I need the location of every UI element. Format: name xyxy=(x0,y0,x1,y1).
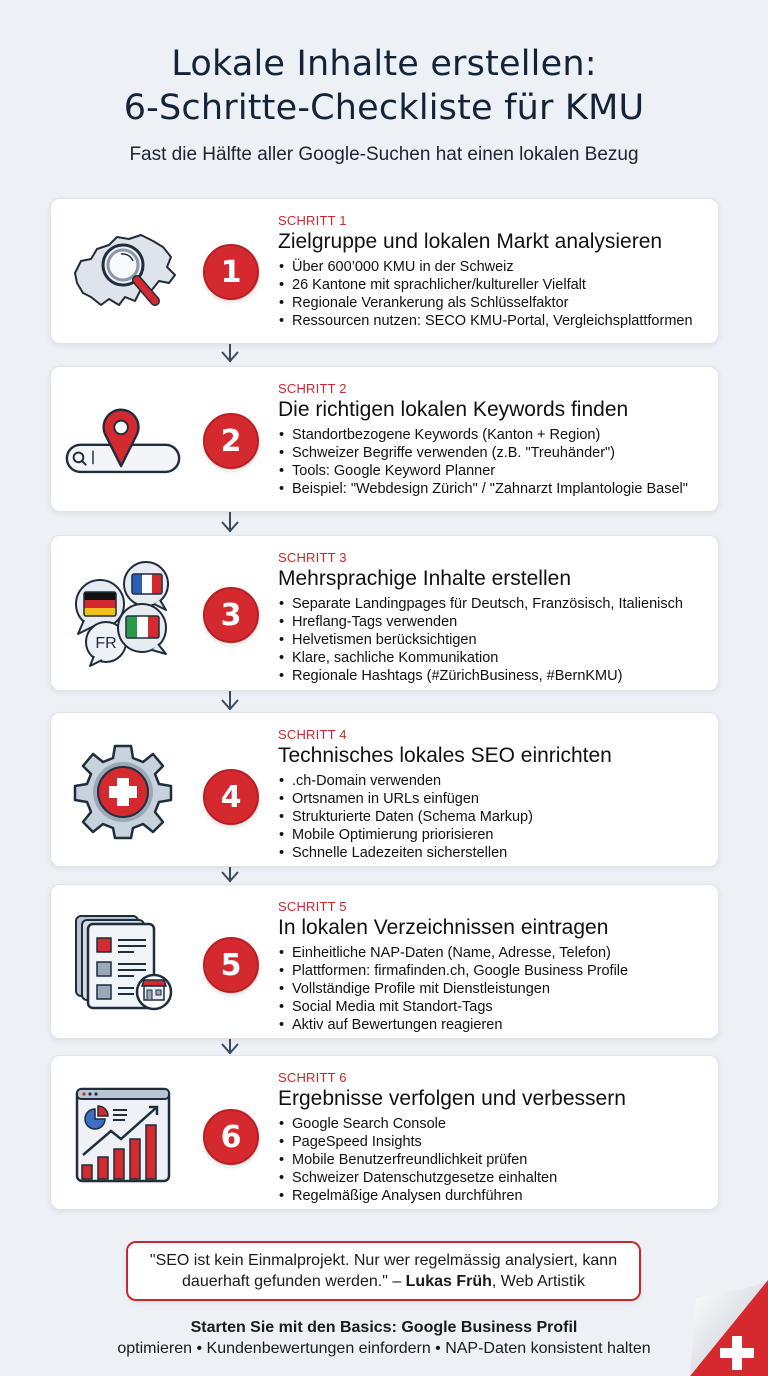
list-item: • Einheitliche NAP-Daten (Name, Adresse, Telefon) xyxy=(278,944,708,962)
list-item: • Standortbezogene Keywords (Kanton + Region) xyxy=(278,426,708,444)
down-arrow-icon xyxy=(221,351,239,363)
list-item: • PageSpeed Insights xyxy=(278,1133,708,1151)
cta-headline: Starten Sie mit den Basics: Google Business Profil xyxy=(190,1319,578,1336)
step-bullet-list xyxy=(278,1115,708,1205)
step-title: In lokalen Verzeichnissen eintragen xyxy=(278,916,609,939)
step-bullet-list xyxy=(278,595,708,685)
step-bullet-list xyxy=(278,426,708,498)
list-item: • Schweizer Begriffe verwenden (z.B. "Treuhänder") xyxy=(278,444,708,462)
step-title: Technisches lokales SEO einrichten xyxy=(278,744,612,767)
step-bullet-list xyxy=(278,944,708,1034)
step-number-badge: 2 xyxy=(203,413,259,469)
step-title: Mehrsprachige Inhalte erstellen xyxy=(278,567,571,590)
list-item: • Klare, sachliche Kommunikation xyxy=(278,649,708,667)
list-item: • Beispiel: "Webdesign Zürich" / "Zahnarzt Implantologie Basel" xyxy=(278,480,708,498)
list-item: • Google Search Console xyxy=(278,1115,708,1133)
page-title xyxy=(0,42,768,130)
step-card-4 xyxy=(50,712,719,867)
title-line-2: 6-Schritte-Checkliste für KMU xyxy=(123,88,645,128)
step-label: SCHRITT 2 xyxy=(278,381,347,396)
quote-text: "SEO ist kein Einmalprojekt. Nur wer regelmässig analysiert, kann dauerhaft gefunden werden." – xyxy=(149,1252,618,1290)
step-label: SCHRITT 4 xyxy=(278,727,347,742)
list-item: • Schnelle Ladezeiten sicherstellen xyxy=(278,844,708,862)
step-number-badge: 1 xyxy=(203,244,259,300)
step-number-badge: 5 xyxy=(203,937,259,993)
list-item: • Regionale Verankerung als Schlüsselfaktor xyxy=(278,294,708,312)
list-item: • Tools: Google Keyword Planner xyxy=(278,462,708,480)
step-title: Zielgruppe und lokalen Markt analysieren xyxy=(278,230,663,253)
down-arrow-icon xyxy=(221,1043,239,1055)
list-item: • Aktiv auf Bewertungen reagieren xyxy=(278,1016,708,1034)
list-item: • Hreflang-Tags verwenden xyxy=(278,613,708,631)
list-item: • 26 Kantone mit sprachlicher/kultureller Vielfalt xyxy=(278,276,708,294)
quote-author: Lukas Früh xyxy=(405,1273,492,1290)
gear-swiss-cross-icon xyxy=(63,713,183,866)
step-card-1 xyxy=(50,198,719,344)
call-to-action xyxy=(0,1317,768,1359)
list-item: • Mobile Optimierung priorisieren xyxy=(278,826,708,844)
step-bullet-list xyxy=(278,258,708,330)
list-item: • Vollständige Profile mit Dienstleistungen xyxy=(278,980,708,998)
step-label: SCHRITT 1 xyxy=(278,213,347,228)
list-item: • Plattformen: firmafinden.ch, Google Business Profile xyxy=(278,962,708,980)
list-item: • Regionale Hashtags (#ZürichBusiness, #BernKMU) xyxy=(278,667,708,685)
list-item: • Strukturierte Daten (Schema Markup) xyxy=(278,808,708,826)
step-label: SCHRITT 5 xyxy=(278,899,347,914)
step-bullet-list xyxy=(278,772,708,862)
step-card-3 xyxy=(50,535,719,691)
search-bar-location-pin-icon xyxy=(63,367,183,511)
step-label: SCHRITT 3 xyxy=(278,550,347,565)
cta-details: optimieren • Kundenbewertungen einfordern • NAP-Daten konsistent halten xyxy=(117,1340,651,1357)
switzerland-map-magnifier-icon xyxy=(63,199,183,343)
step-title: Ergebnisse verfolgen und verbessern xyxy=(278,1087,626,1110)
quote-company: , Web Artistik xyxy=(491,1273,585,1290)
step-number-badge: 6 xyxy=(203,1109,259,1165)
list-item: • Social Media mit Standort-Tags xyxy=(278,998,708,1016)
step-label: SCHRITT 6 xyxy=(278,1070,347,1085)
swiss-flag-page-curl-icon xyxy=(690,1270,768,1376)
svg-text:FR: FR xyxy=(95,635,117,652)
list-item: • Ortsnamen in URLs einfügen xyxy=(278,790,708,808)
list-item: • Ressourcen nutzen: SECO KMU-Portal, Vergleichsplattformen xyxy=(278,312,708,330)
step-card-2 xyxy=(50,366,719,512)
step-number-badge: 4 xyxy=(203,769,259,825)
list-item: • Schweizer Datenschutzgesetze einhalten xyxy=(278,1169,708,1187)
list-item: • Über 600’000 KMU in der Schweiz xyxy=(278,258,708,276)
list-item: • Helvetismen berücksichtigen xyxy=(278,631,708,649)
list-item: • Mobile Benutzerfreundlichkeit prüfen xyxy=(278,1151,708,1169)
page-subtitle: Fast die Hälfte aller Google-Suchen hat einen lokalen Bezug xyxy=(129,144,639,165)
list-item: • Separate Landingpages für Deutsch, Französisch, Italienisch xyxy=(278,595,708,613)
directory-listing-storefront-icon xyxy=(63,885,183,1038)
down-arrow-icon xyxy=(221,699,239,711)
step-title: Die richtigen lokalen Keywords finden xyxy=(278,398,629,421)
list-item: • Regelmäßige Analysen durchführen xyxy=(278,1187,708,1205)
step-card-5 xyxy=(50,884,719,1039)
down-arrow-icon xyxy=(221,521,239,533)
list-item: • .ch-Domain verwenden xyxy=(278,772,708,790)
down-arrow-icon xyxy=(221,871,239,883)
quote-box xyxy=(126,1241,641,1301)
step-number-badge: 3 xyxy=(203,587,259,643)
step-card-6 xyxy=(50,1055,719,1210)
title-line-1: Lokale Inhalte erstellen: xyxy=(171,44,597,84)
analytics-dashboard-growth-chart-icon xyxy=(63,1056,183,1209)
language-flags-speech-bubbles-icon xyxy=(63,536,183,690)
